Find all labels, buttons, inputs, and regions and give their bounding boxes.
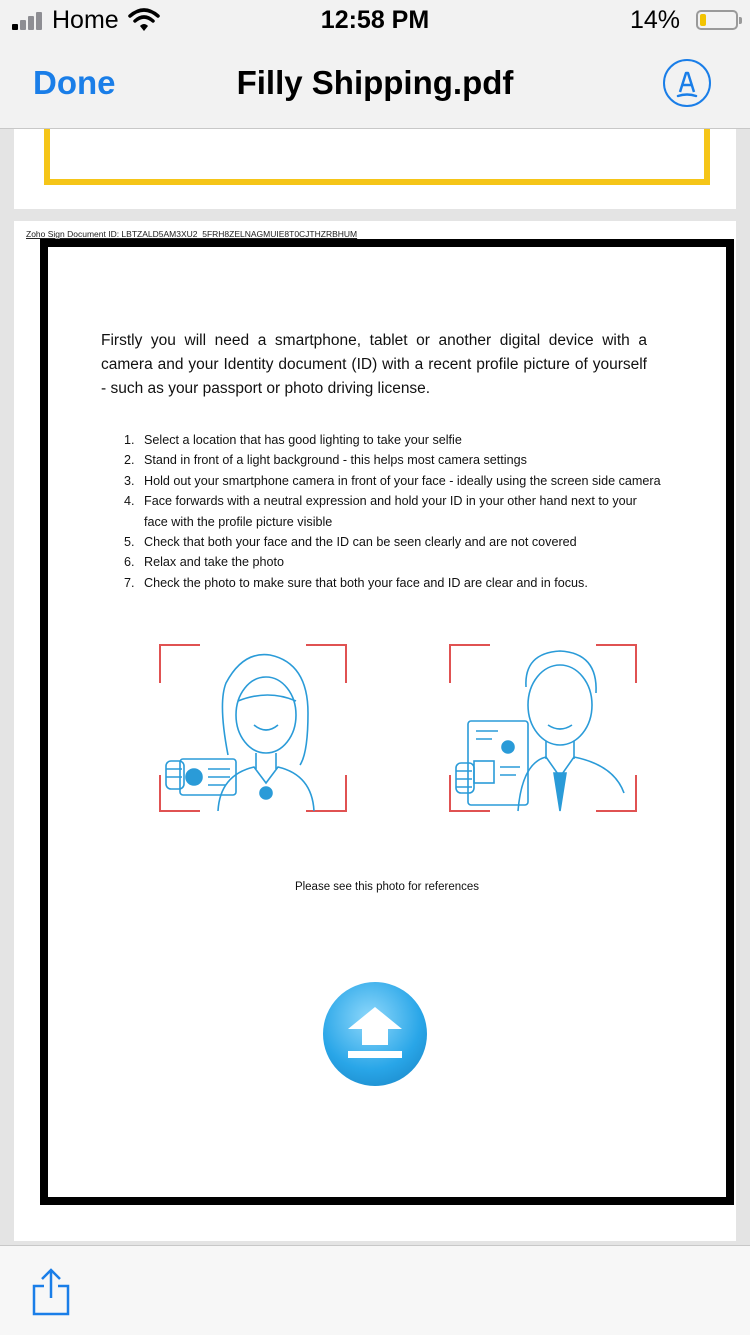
highlight-box bbox=[44, 129, 710, 185]
document-title: Filly Shipping.pdf bbox=[236, 64, 514, 101]
list-item: 5. Check that both your face and the ID can be seen clearly and are not covered bbox=[124, 535, 577, 550]
done-button[interactable]: Done bbox=[33, 64, 116, 101]
battery-percent: 14% bbox=[629, 6, 680, 34]
list-item: 6. Relax and take the photo bbox=[124, 555, 285, 570]
clock: 12:58 PM bbox=[320, 6, 430, 34]
pdf-viewer[interactable] bbox=[0, 129, 750, 1245]
list-item: 7. Check the photo to make sure that both your face and ID are clear and in focus. bbox=[124, 575, 588, 590]
upload-arrow-icon[interactable] bbox=[322, 981, 428, 1087]
document-id: Zoho Sign Document ID: LBTZALD5AM3XU2_5FRH8ZELNAGMUIE8T0CJTHZRBHUM bbox=[26, 229, 358, 239]
list-item: 4. Face forwards with a neutral expression and hold your ID in your other hand next to your face with the profile picture visible bbox=[124, 494, 637, 529]
markup-pen-icon[interactable] bbox=[663, 59, 711, 107]
intro-paragraph: Firstly you will need a smartphone, tablet or another digital device with a camera and your Identity document (ID) with a recent profile picture of yourself - such as your passport or photo driving license. bbox=[101, 332, 647, 397]
instructions-list bbox=[103, 430, 663, 593]
woman-holding-id-illustration bbox=[158, 643, 348, 815]
page-border bbox=[40, 239, 734, 1205]
list-item: 2. Stand in front of a light background - this helps most camera settings bbox=[124, 453, 527, 468]
battery-icon bbox=[696, 10, 738, 30]
list-item: 3. Hold out your smartphone camera in front of your face - ideally using the screen side camera bbox=[124, 473, 661, 488]
previous-page bbox=[14, 129, 736, 209]
man-holding-id-illustration bbox=[448, 643, 638, 815]
pdf-page bbox=[14, 221, 736, 1241]
list-item: 1. Select a location that has good lighting to take your selfie bbox=[124, 433, 462, 447]
status-bar bbox=[0, 0, 750, 40]
carrier-label: Home bbox=[52, 6, 119, 34]
illustration-caption: Please see this photo for references bbox=[294, 881, 480, 893]
bottom-toolbar bbox=[0, 1245, 750, 1335]
share-icon[interactable] bbox=[30, 1266, 72, 1318]
navigation-bar bbox=[0, 40, 750, 129]
